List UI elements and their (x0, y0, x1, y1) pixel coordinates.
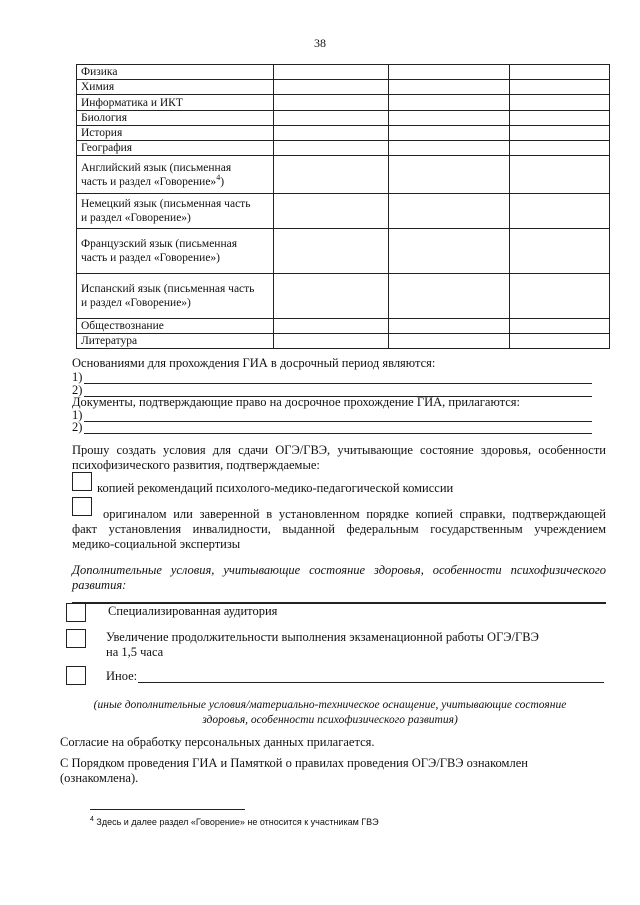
documents-item-2-line[interactable] (84, 433, 592, 434)
subject-name-line: часть и раздел «Говорение») (81, 252, 221, 264)
request-line: психофизического развития, подтверждаемые: (72, 458, 320, 472)
grounds-item-2-label: 2) (72, 383, 83, 397)
other-checkbox[interactable] (66, 666, 86, 685)
table-cell (389, 141, 510, 156)
table-cell (510, 319, 610, 334)
additional-heading (72, 563, 606, 593)
subject-name-close: ) (220, 175, 225, 188)
documents-item-1-line[interactable] (84, 421, 592, 422)
table-cell (274, 111, 389, 126)
disability-label (72, 507, 606, 552)
additional-caption-line: (иные дополнительные условия/материально-техническое оснащение, учитывающие состояние (93, 699, 567, 711)
footnote-mark: 4 (90, 816, 94, 823)
table-row (77, 319, 610, 334)
subject-name-line: Немецкий язык (письменная часть (81, 198, 251, 210)
table-cell (389, 80, 510, 95)
additional-heading-line: развития: (72, 578, 127, 592)
subject-name-line: и раздел «Говорение») (81, 212, 191, 224)
subject-name: Информатика и ИКТ (77, 95, 274, 111)
subject-name: Литература (77, 334, 274, 349)
footnote-ref: 4 (216, 172, 221, 182)
subject-name-line: Испанский язык (письменная часть (81, 283, 255, 295)
subject-name-line: и раздел «Говорение») (81, 297, 191, 309)
extension-label (106, 630, 539, 660)
subject-name: Обществознание (77, 319, 274, 334)
table-cell (389, 156, 510, 194)
extension-line: на 1,5 часа (106, 645, 164, 659)
table-row (77, 156, 610, 194)
footnote-separator (90, 809, 245, 810)
table-cell (510, 95, 610, 111)
table-cell (274, 274, 389, 319)
table-row (77, 65, 610, 80)
subject-name: Химия (77, 80, 274, 95)
extension-checkbox[interactable] (66, 629, 86, 648)
table-row (77, 111, 610, 126)
subject-name (77, 274, 274, 319)
table-cell (274, 319, 389, 334)
subjects-table (76, 64, 610, 349)
table-row (77, 229, 610, 274)
table-cell (510, 65, 610, 80)
request-text (72, 443, 606, 473)
documents-item-2-label: 2) (72, 420, 83, 434)
other-input-line[interactable] (138, 682, 604, 683)
subject-name: География (77, 141, 274, 156)
table-cell (510, 141, 610, 156)
table-cell (274, 65, 389, 80)
table-cell (389, 126, 510, 141)
table-cell (274, 141, 389, 156)
table-cell (389, 334, 510, 349)
table-cell (510, 126, 610, 141)
page-number: 38 (314, 36, 326, 50)
auditorium-label: Специализированная аудитория (108, 604, 278, 618)
table-cell (274, 194, 389, 229)
acquainted-line: (ознакомлена). (60, 771, 139, 785)
subject-name: Биология (77, 111, 274, 126)
table-cell (389, 95, 510, 111)
acquainted-line: С Порядком проведения ГИА и Памяткой о правилах проведения ОГЭ/ГВЭ ознакомлен (60, 756, 528, 770)
table-cell (274, 80, 389, 95)
table-cell (389, 65, 510, 80)
table-cell (510, 111, 610, 126)
subject-name (77, 156, 274, 194)
subject-name-line: Французский язык (письменная (81, 238, 238, 250)
subject-name-line: часть и раздел «Говорение» (81, 175, 217, 188)
table-cell (389, 274, 510, 319)
footnote-text: Здесь и далее раздел «Говорение» не относится к участникам ГВЭ (96, 817, 379, 827)
pmpk-label: копией рекомендаций психолого-медико-педагогической комиссии (97, 481, 454, 495)
table-cell (510, 156, 610, 194)
additional-caption (60, 698, 600, 728)
table-cell (510, 80, 610, 95)
table-cell (274, 229, 389, 274)
grounds-heading: Основаниями для прохождения ГИА в досрочный период являются: (72, 356, 436, 370)
grounds-item-1-line[interactable] (84, 383, 592, 384)
table-row (77, 334, 610, 349)
documents-item-1-label: 1) (72, 408, 83, 422)
table-cell (389, 229, 510, 274)
footnote (90, 817, 379, 827)
table-row (77, 141, 610, 156)
table-cell (510, 229, 610, 274)
disability-line: медико-социальной экспертизы (72, 537, 241, 551)
table-cell (389, 319, 510, 334)
table-cell (389, 194, 510, 229)
table-cell (510, 274, 610, 319)
pmpk-checkbox[interactable] (72, 472, 92, 491)
table-row (77, 95, 610, 111)
table-row (77, 126, 610, 141)
table-cell (274, 156, 389, 194)
table-cell (389, 111, 510, 126)
grounds-item-1-label: 1) (72, 370, 83, 384)
subject-name: История (77, 126, 274, 141)
acquainted-text (60, 756, 528, 786)
subject-name-line: Английский язык (письменная (81, 161, 232, 174)
extension-line: Увеличение продолжительности выполнения экзаменационной работы ОГЭ/ГВЭ (106, 630, 539, 644)
subject-name: Физика (77, 65, 274, 80)
consent-text: Согласие на обработку персональных данных прилагается. (60, 735, 375, 749)
table-cell (510, 194, 610, 229)
auditorium-checkbox[interactable] (66, 603, 86, 622)
table-cell (274, 95, 389, 111)
additional-heading-line: Дополнительные условия, учитывающие состояние здоровья, особенности психофизического (72, 563, 606, 577)
table-cell (274, 126, 389, 141)
disability-line: оригиналом или заверенной в установленном порядке копией справки, подтверждающей (103, 507, 606, 521)
disability-line: факт установления инвалидности, выданной федеральным государственным учреждением (72, 522, 606, 536)
table-row (77, 194, 610, 229)
table-cell (274, 334, 389, 349)
table-row (77, 274, 610, 319)
table-cell (510, 334, 610, 349)
table-row (77, 80, 610, 95)
other-label: Иное: (106, 669, 138, 683)
request-line: Прошу создать условия для сдачи ОГЭ/ГВЭ, учитывающие состояние здоровья, особенности (72, 443, 606, 457)
documents-heading: Документы, подтверждающие право на досрочное прохождение ГИА, прилагаются: (72, 395, 521, 409)
subject-name (77, 194, 274, 229)
additional-caption-line: здоровья, особенности психофизического развития) (202, 714, 458, 726)
subject-name (77, 229, 274, 274)
